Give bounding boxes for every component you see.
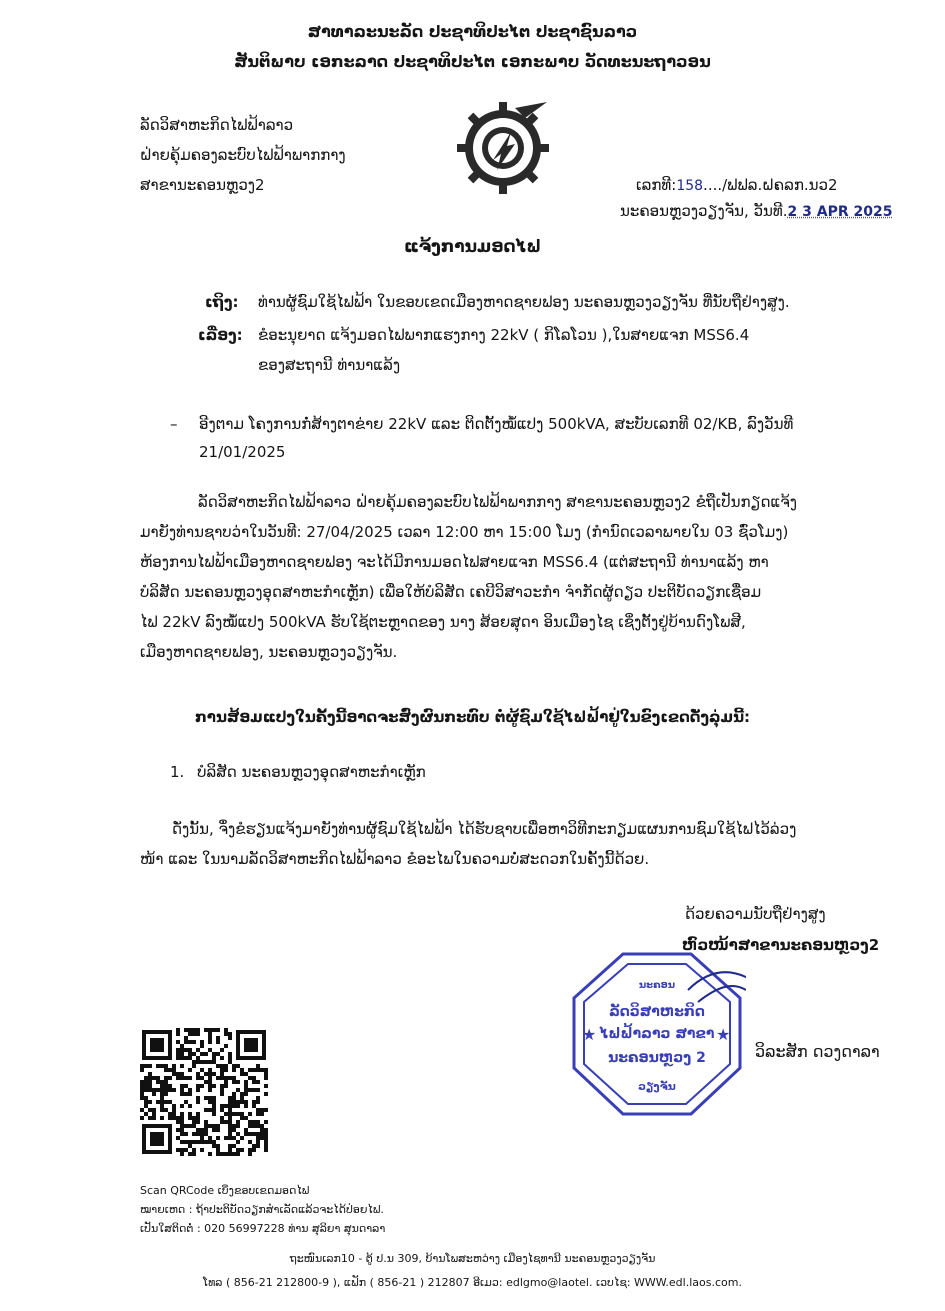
signoff-position: ຫົວໜ້າສາຂານະຄອນຫຼວງ2 xyxy=(682,936,880,954)
to-label: ເຖິງ: xyxy=(205,293,239,311)
impact-heading: ການສ້ອມແປງໃນຄັ້ງນີ້ອາດຈະສົ່ງຜົນກະທົບ ຕໍ່ຜູ້ຊົມໃຊ້ໄຟຟ້າຢູ່ໃນຂົງເຂດດັ່ງລຸ່ມນີ້: xyxy=(194,708,751,726)
reference-date-stamp: 2 3 APR 2025 xyxy=(787,204,893,220)
reference-date xyxy=(620,202,892,220)
qr-note-line2: ໝາຍເຫດ : ຖ້າປະຕິບັດວຽກສຳເລັດແລ້ວຈະໄດ້ປ່ອຍໄຟ. xyxy=(140,1203,384,1216)
qr-note-line3: ເປັນໃສຕິດຕໍ່ : 020 56997228 ທ່ານ ສຸລິຍາ ສຸນດາລາ xyxy=(140,1222,386,1235)
svg-text:★: ★ xyxy=(716,1025,731,1044)
org-name-line2: ຝ່າຍຄຸ້ມຄອງລະບົບໄຟຟ້າພາກກາງ xyxy=(140,146,346,164)
national-motto-line1: ສາທາລະນະລັດ ປະຊາທິປະໄຕ ປະຊາຊົນລາວ xyxy=(307,22,638,41)
qr-code[interactable] xyxy=(140,1028,268,1156)
basis-line2: 21/01/2025 xyxy=(199,443,286,461)
subject-line2: ຂອງສະຖານີ ທ່ານາແລ້ງ xyxy=(258,356,401,374)
footer-contact: ໂທລ ( 856-21 212800-9 ), ແຟັກ ( 856-21 ) 212807 ອີເມວ: edlgmo@laotel. ເວບໄຊ: WWW.edl.laos.com. xyxy=(203,1276,742,1289)
reference-number-label: ເລກທີ: xyxy=(636,176,677,194)
svg-text:★: ★ xyxy=(582,1025,597,1044)
official-stamp xyxy=(568,950,746,1120)
closing-line-1: ດັ່ງນັ້ນ, ຈຶ່ງຂໍຮຽນແຈ້ງມາຍັງທ່ານຜູ້ຊົມໃຊ້ໄຟຟ້າ ໄດ້ຮັບຊາບເພື່ອຫາວິທີກະກຽມແຜນການຊົມໃຊ້ໄຟໄວ້ລ່ວງ xyxy=(172,820,797,838)
list-item xyxy=(170,758,426,786)
body-line-6: ເມືອງຫາດຊາຍຟອງ, ນະຄອນຫຼວງວຽງຈັນ. xyxy=(140,643,398,661)
stamp-bottom-text: ວຽງຈັນ xyxy=(638,1080,676,1093)
reference-number xyxy=(636,176,838,194)
body-line-4: ບໍລິສັດ ນະຄອນຫຼວງອຸດສາຫະກຳເຫຼັກ) ເພື່ອໃຫ້ບໍລິສັດ ເຄບີວິສາວະກຳ ຈຳກັດຜູ້ດຽວ ປະຕິບັດວຽກເຊື່ອມ xyxy=(140,583,762,601)
stamp-line3: ນະຄອນຫຼວງ 2 xyxy=(608,1050,706,1066)
stamp-top-text: ນະຄອນ xyxy=(638,980,676,991)
reference-number-value: 158 xyxy=(676,178,704,194)
footer-address: ຖະໜົນເລກ10 - ຕູ້ ປ.ນ 309, ບ້ານໂພສະຫວ່າງ ເມືອງໄຊທານີ ນະຄອນຫຼວງວຽງຈັນ xyxy=(289,1252,656,1265)
body-line-5: ໄຟ 22kV ລົງໝໍ້ແປງ 500kVA ຮັບໃຊ້ຕະຫຼາດຂອງ ນາງ ສ້ອຍສຸດາ ອິນເມືອງໄຊ ເຊິ່ງຕັ້ງຢູ່ບ້ານດົງໂພສີ, xyxy=(140,613,746,631)
basis-line1: ອີງຕາມ ໂຄງການກໍ່ສ້າງຕາຂ່າຍ 22kV ແລະ ຕິດຕັ້ງໝໍ້ແປງ 500kVA, ສະບັບເລກທີ 02/KB, ລົງວັນທີ xyxy=(199,415,794,433)
basis-dash: – xyxy=(170,415,178,433)
to-text: ທ່ານຜູ້ຊົມໃຊ້ໄຟຟ້າ ໃນຂອບເຂດເມືອງຫາດຊາຍຟອງ ນະຄອນຫຼວງວຽງຈັນ ທີ່ນັບຖືຢ່າງສູງ. xyxy=(258,293,790,311)
reference-date-label: ນະຄອນຫຼວງວຽງຈັນ, ວັນທີ. xyxy=(620,202,788,220)
subject-line1: ຂໍອະນຸຍາດ ແຈ້ງມອດໄຟພາກແຮງກາງ 22kV ( ກິໂລໂວນ ),ໃນສາຍແຈກ MSS6.4 xyxy=(258,326,750,344)
qr-note-line1: Scan QRCode ເບິ່ງຂອບເຂດມອດໄຟ xyxy=(140,1184,310,1197)
qr-code-icon xyxy=(140,1028,268,1156)
list-item-number: 1. xyxy=(170,763,185,781)
subject-label: ເລື່ອງ: xyxy=(198,326,243,344)
stamp-line2: ໄຟຟ້າລາວ ສາຂາ xyxy=(599,1026,715,1042)
document-title: ແຈ້ງການມອດໄຟ xyxy=(403,237,542,257)
closing-line-2: ໜ້າ ແລະ ໃນນາມລັດວິສາຫະກິດໄຟຟ້າລາວ ຂໍອະໄພໃນຄວາມບໍ່ສະດວກໃນຄັ້ງນີ້ດ້ວຍ. xyxy=(140,850,650,868)
signoff-respect: ດ້ວຍຄວາມນັບຖືຢ່າງສູງ xyxy=(685,905,826,923)
org-name-line1: ລັດວິສາຫະກິດໄຟຟ້າລາວ xyxy=(140,116,294,134)
stamp-line1: ລັດວິສາຫະກິດ xyxy=(609,1004,705,1020)
edl-logo-gear-icon xyxy=(455,100,551,196)
signoff-name: ວິລະສັກ ດວງດາລາ xyxy=(755,1042,880,1061)
body-line-2: ມາຍັງທ່ານຊາບວ່າໃນວັນທີ: 27/04/2025 ເວລາ 12:00 ຫາ 15:00 ໂມງ (ກຳນົດເວລາພາຍໃນ 03 ຊົ່ວໂມງ) xyxy=(140,523,789,541)
list-item-text: ບໍລິສັດ ນະຄອນຫຼວງອຸດສາຫະກຳເຫຼັກ xyxy=(197,763,426,781)
edl-logo xyxy=(455,100,551,196)
reference-number-suffix: ..../ຟຟລ.ຝຄລກ.ນວ2 xyxy=(703,176,838,194)
body-line-3: ຫ້ອງການໄຟຟ້າເມືອງຫາດຊາຍຟອງ ຈະໄດ້ມີການມອດໄຟສາຍແຈກ MSS6.4 (ແຕ່ສະຖານີ ທ່ານາແລ້ງ ຫາ xyxy=(140,553,769,571)
body-line-1: ລັດວິສາຫະກິດໄຟຟ້າລາວ ຝ່າຍຄຸ້ມຄອງລະບົບໄຟຟ້າພາກກາງ ສາຂານະຄອນຫຼວງ2 ຂໍຖືເປັນກຽດແຈ້ງ xyxy=(198,493,798,511)
org-name-line3: ສາຂານະຄອນຫຼວງ2 xyxy=(140,176,265,194)
national-motto-line2: ສັນຕິພາບ ເອກະລາດ ປະຊາທິປະໄຕ ເອກະພາບ ວັດທະນະຖາວອນ xyxy=(234,52,711,71)
